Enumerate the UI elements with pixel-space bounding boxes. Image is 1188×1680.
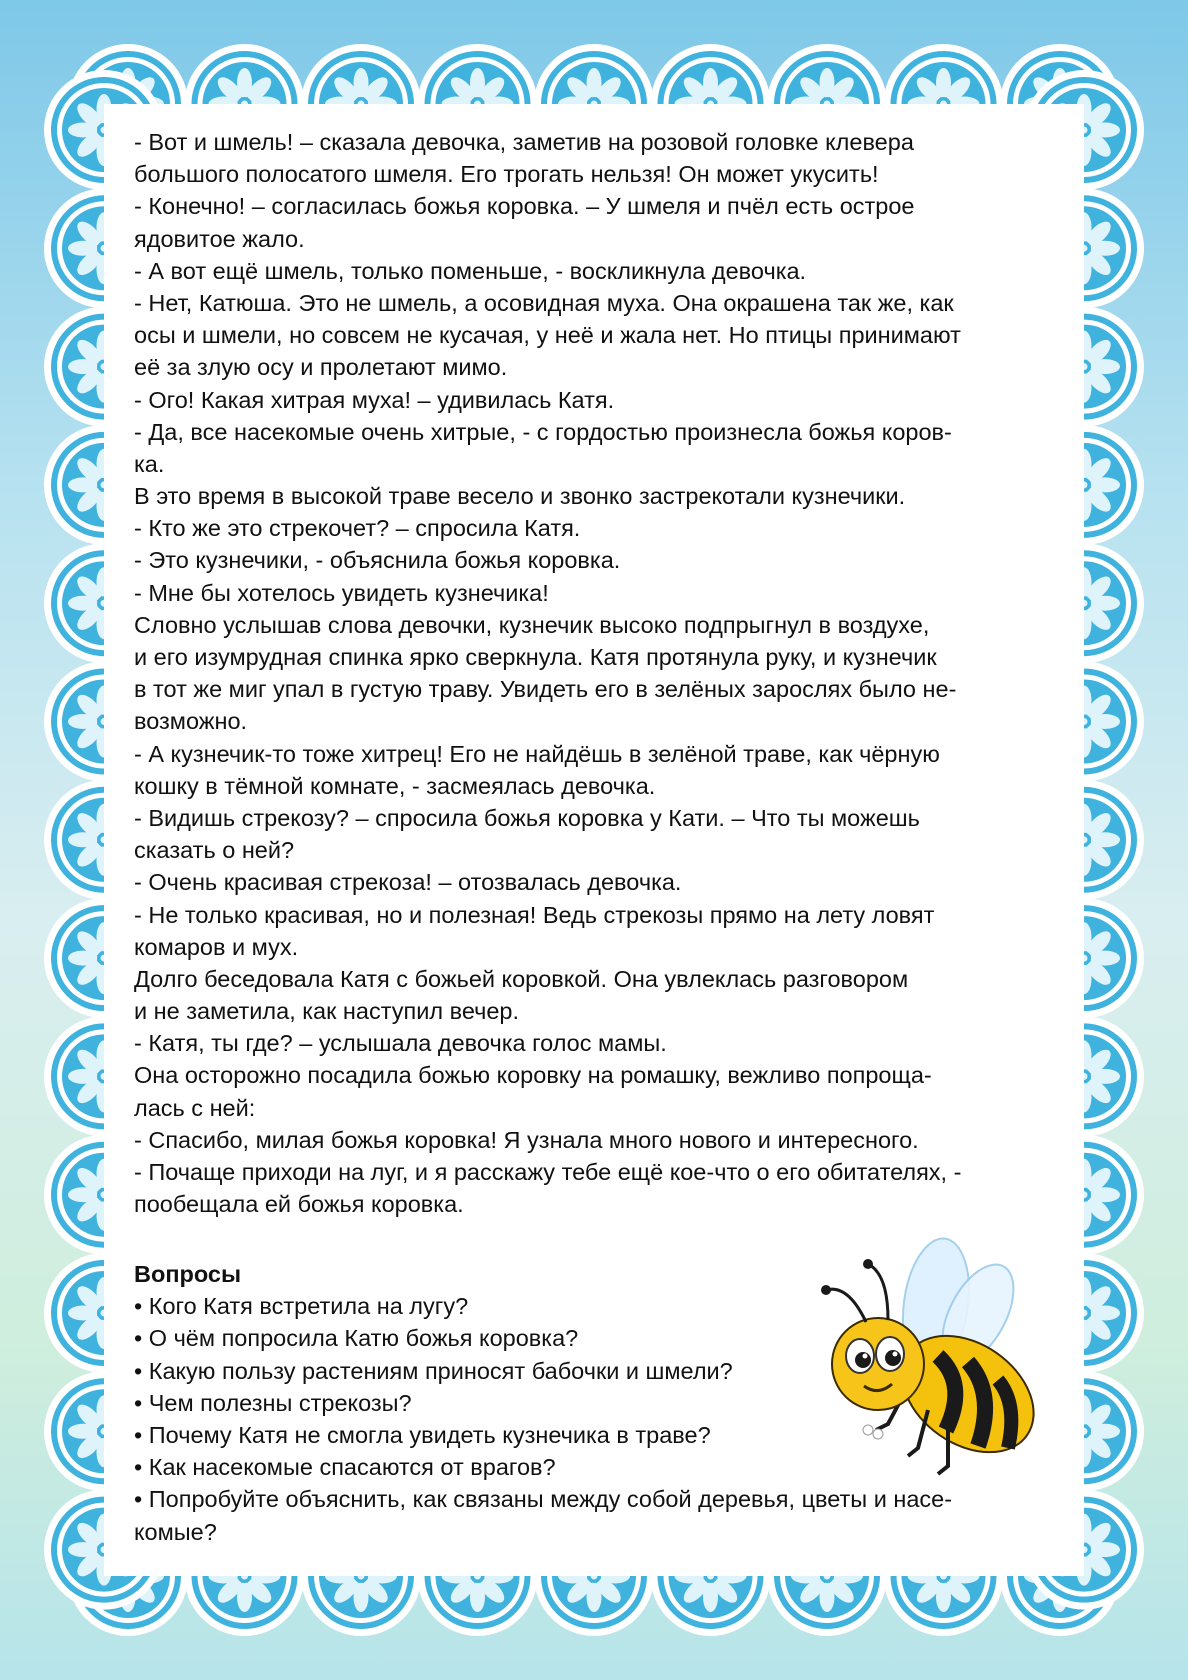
story-line: комаров и мух. [134, 933, 299, 960]
story-line: Долго беседовала Катя с божьей коровкой. Она увлеклась разговором [134, 965, 909, 992]
story-line: - Очень красивая стрекоза! – отозвалась девочка. [134, 869, 682, 896]
question-item: • Кого Катя встретила на лугу? [134, 1293, 469, 1320]
story-line: - А вот ещё шмель, только поменьше, - воскликнула девочка. [134, 257, 807, 284]
story-line: большого полосатого шмеля. Его трогать нельзя! Он может укусить! [134, 161, 879, 188]
story-line: кошку в тёмной комнате, - засмеялась девочка. [134, 772, 656, 799]
story-line: - Кто же это стрекочет? – спросила Катя. [134, 515, 581, 542]
story-line: - Нет, Катюша. Это не шмель, а осовидная муха. Она окрашена так же, как [134, 289, 954, 316]
story-line: ка. [134, 450, 165, 477]
story-line: и его изумрудная спинка ярко сверкнула. Катя протянула руку, и кузнечик [134, 644, 937, 670]
question-item: • О чём попросила Катю божья коровка? [134, 1325, 579, 1352]
story-line: Она осторожно посадила божью коровку на ромашку, вежливо попроща- [134, 1062, 932, 1089]
story-line: лась с ней: [134, 1094, 256, 1121]
question-item: • Какую пользу растениям приносят бабочки и шмели? [134, 1357, 733, 1384]
bee-illustration [818, 1234, 1048, 1494]
story-line: сказать о ней? [134, 837, 295, 864]
question-item: • Почему Катя не смогла увидеть кузнечика в траве? [134, 1421, 711, 1448]
story-line: - Почаще приходи на луг, и я расскажу тебе ещё кое-что о его обитателях, - [134, 1159, 962, 1185]
story-line: В это время в высокой траве весело и звонко застрекотали кузнечики. [134, 483, 906, 510]
story-line: - Да, все насекомые очень хитрые, - с гордостью произнесла божья коров- [134, 418, 952, 445]
story-line: - Не только красивая, но и полезная! Ведь стрекозы прямо на лету ловят [134, 901, 935, 928]
story-line: возможно. [134, 708, 248, 735]
story-text [134, 126, 1084, 1220]
story-line: - Видишь стрекозу? – спросила божья коровка у Кати. – Что ты можешь [134, 804, 920, 831]
question-item: • Как насекомые спасаются от врагов? [134, 1454, 556, 1481]
story-line: её за злую осу и пролетают мимо. [134, 354, 508, 381]
story-line: - Ого! Какая хитрая муха! – удивилась Катя. [134, 386, 615, 413]
story-line: - Мне бы хотелось увидеть кузнечика! [134, 579, 549, 606]
story-line: - Конечно! – согласилась божья коровка. – У шмеля и пчёл есть острое [134, 193, 915, 220]
story-line: пообещала ей божья коровка. [134, 1191, 464, 1218]
question-item: • Чем полезны стрекозы? [134, 1389, 412, 1416]
story-line: осы и шмели, но совсем не кусачая, у неё и жала нет. Но птицы принимают [134, 322, 961, 349]
story-line: и не заметила, как наступил вечер. [134, 998, 520, 1025]
question-item: • Попробуйте объяснить, как связаны между собой деревья, цветы и насе- [134, 1486, 953, 1513]
story-line: ядовитое жало. [134, 225, 305, 252]
story-line: Словно услышав слова девочки, кузнечик высоко подпрыгнул в воздухе, [134, 611, 930, 638]
question-item: комые? [134, 1518, 217, 1545]
story-line: - Катя, ты где? – услышала девочка голос мамы. [134, 1030, 667, 1057]
story-line: - Спасибо, милая божья коровка! Я узнала много нового и интересного. [134, 1126, 919, 1153]
story-line: - А кузнечик-то тоже хитрец! Его не найдёшь в зелёной траве, как чёрную [134, 740, 940, 767]
story-line: в тот же миг упал в густую траву. Увидеть его в зелёных зарослях было не- [134, 676, 957, 703]
story-line: - Вот и шмель! – сказала девочка, заметив на розовой головке клевера [134, 129, 914, 155]
story-line: - Это кузнечики, - объяснила божья коровка. [134, 547, 621, 574]
questions-heading: Вопросы [134, 1261, 242, 1287]
